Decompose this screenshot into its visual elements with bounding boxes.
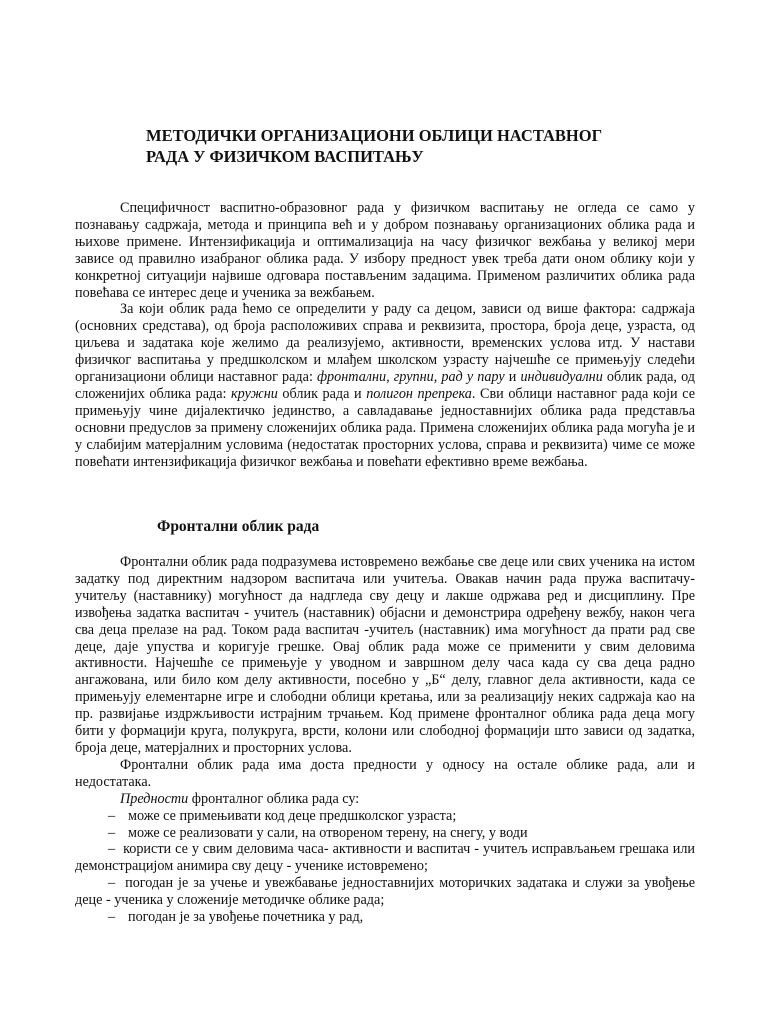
- dash-bullet: –: [108, 807, 116, 824]
- list-item-text: погодан је за увођење почетника у рад,: [128, 909, 364, 926]
- list-item: [75, 808, 695, 825]
- section-heading: Фронтални облик рада: [157, 518, 320, 535]
- italic-run: кружни: [231, 385, 278, 402]
- text-run: . Сви облици наставног рада који се примењују чине дијалектичко јединство, а савладавање једноставнијих облика рада представља основни предуслов за примену сложенијих облика рада. Примена сложенијих облика рада могућа је и у слабијим матерјалним условима (недостатак просторних услова, справа и реквизита) чиме се може повећати интензификација физичког вежбања и повећати ефективно време вежбања.: [75, 385, 695, 470]
- list-item-text: погодан је за учење и увежбавање једноставнијих моторичких задатака и служи за увођење деце - ученика у сложеније методичке облике рада;: [75, 875, 695, 909]
- section-paragraph-1: Фронтални облик рада подразумева истовремено вежбање све деце или свих ученика на истом задатку под директним надзором васпитача или учитеља. Овакав начин рада пружа васпитачу- учитељу (наставнику) могућност да надгледа сву децу и лакше одржава ред и дисциплину. Пре извођења задатка васпитач - учитељ (наставник) објасни и демонстрира одређену вежбу, након чега сва деца прелазе на рад. Током рада васпитач -учитељ (наставник) има могућност да прати рад све деце, даје упуства и коригује грешке. Овај облик рада може се применити у свим деловима активности. Најчешће се примењује у уводном и завршном делу часа када су сва деца радно ангажована, или било ком делу активности, посебно у „Б“ делу, главног дела активности, када се примењују елементарне игре и слободни облици кретања, или за реализацију неких садржаја као на пр. развијање издржљивости истрајним трчањем. Код примене фронталног облика рада деца могу бити у формацији круга, полукруга, врсти, колони или слободној формацији што зависи од задатка, броја деце, матерјалних и просторних услова.: [75, 554, 695, 756]
- list-item: [75, 841, 695, 875]
- document-title: [146, 125, 706, 167]
- list-item: [75, 909, 695, 926]
- text-run: облик рада и: [277, 385, 367, 402]
- list-item: [75, 875, 695, 909]
- advantages-list: [75, 808, 695, 926]
- list-item: [75, 825, 695, 842]
- list-item-text: може се реализовати у сали, на отвореном терену, на снегу, у води: [128, 824, 528, 841]
- text-run: За који облик рада ћемо се определити у раду са децом, зависи од више фактора: садржаја (основних средстава), од броја расположивих справа и реквизита, простора, броја деце, узраста, од циљева и задатака које желимо да реализујемо, активности, временских услова итд. У настави физичког васпитања у предшколском и млађем школском узрасту најчешће се примењују следећи организациони облици наставног рада:: [75, 301, 695, 386]
- advantages-intro: [75, 791, 695, 808]
- frontal-section: [75, 554, 695, 926]
- text-run: и: [504, 369, 521, 386]
- list-item-text: може се примењивати код деце предшколског узраста;: [128, 807, 457, 824]
- title-line-1: МЕТОДИЧКИ ОРГАНИЗАЦИОНИ ОБЛИЦИ НАСТАВНОГ: [146, 126, 603, 145]
- dash-bullet: –: [108, 824, 116, 841]
- list-item-text: користи се у свим деловима часа- активности и васпитач - учитељ исправљањем грешака или демонстрацијом анимира сву децу - ученике истовремено;: [75, 841, 696, 875]
- dash-bullet: –: [108, 875, 116, 892]
- dash-bullet: –: [108, 909, 116, 926]
- intro-section: [75, 200, 695, 471]
- text-run: фронталног облика рада су:: [188, 790, 360, 807]
- title-line-2: РАДА У ФИЗИЧКОМ ВАСПИТАЊУ: [146, 147, 424, 166]
- italic-run: полигон препрека: [366, 385, 472, 402]
- dash-bullet: –: [108, 841, 116, 858]
- section-paragraph-2: Фронтални облик рада има доста предности у односу на остале облике рада, али и недостатака.: [75, 756, 695, 790]
- text-run: облик рада, од сложенијих облика рада:: [75, 369, 695, 402]
- intro-paragraph-2: [75, 301, 695, 470]
- italic-run: фронтални, групни, рад у пару: [316, 369, 505, 386]
- intro-paragraph-1: Специфичност васпитно-образовног рада у физичком васпитању не огледа се само у познавању садржаја, метода и принципа већ и у добром познавању организационих облика рада и њихове примене. Интензификација и оптимализација на часу физичког вежбања у великој мери зависе од правилно изабраног облика рада. У избору предност увек треба дати оном облику који у конкретној ситуацији највише одговара постављеним задацима. Применом различитих облика рада повећава се интерес деце и ученика за вежбањем.: [75, 200, 695, 301]
- italic-run: Предности: [120, 790, 189, 807]
- italic-run: индивидуални: [520, 369, 603, 386]
